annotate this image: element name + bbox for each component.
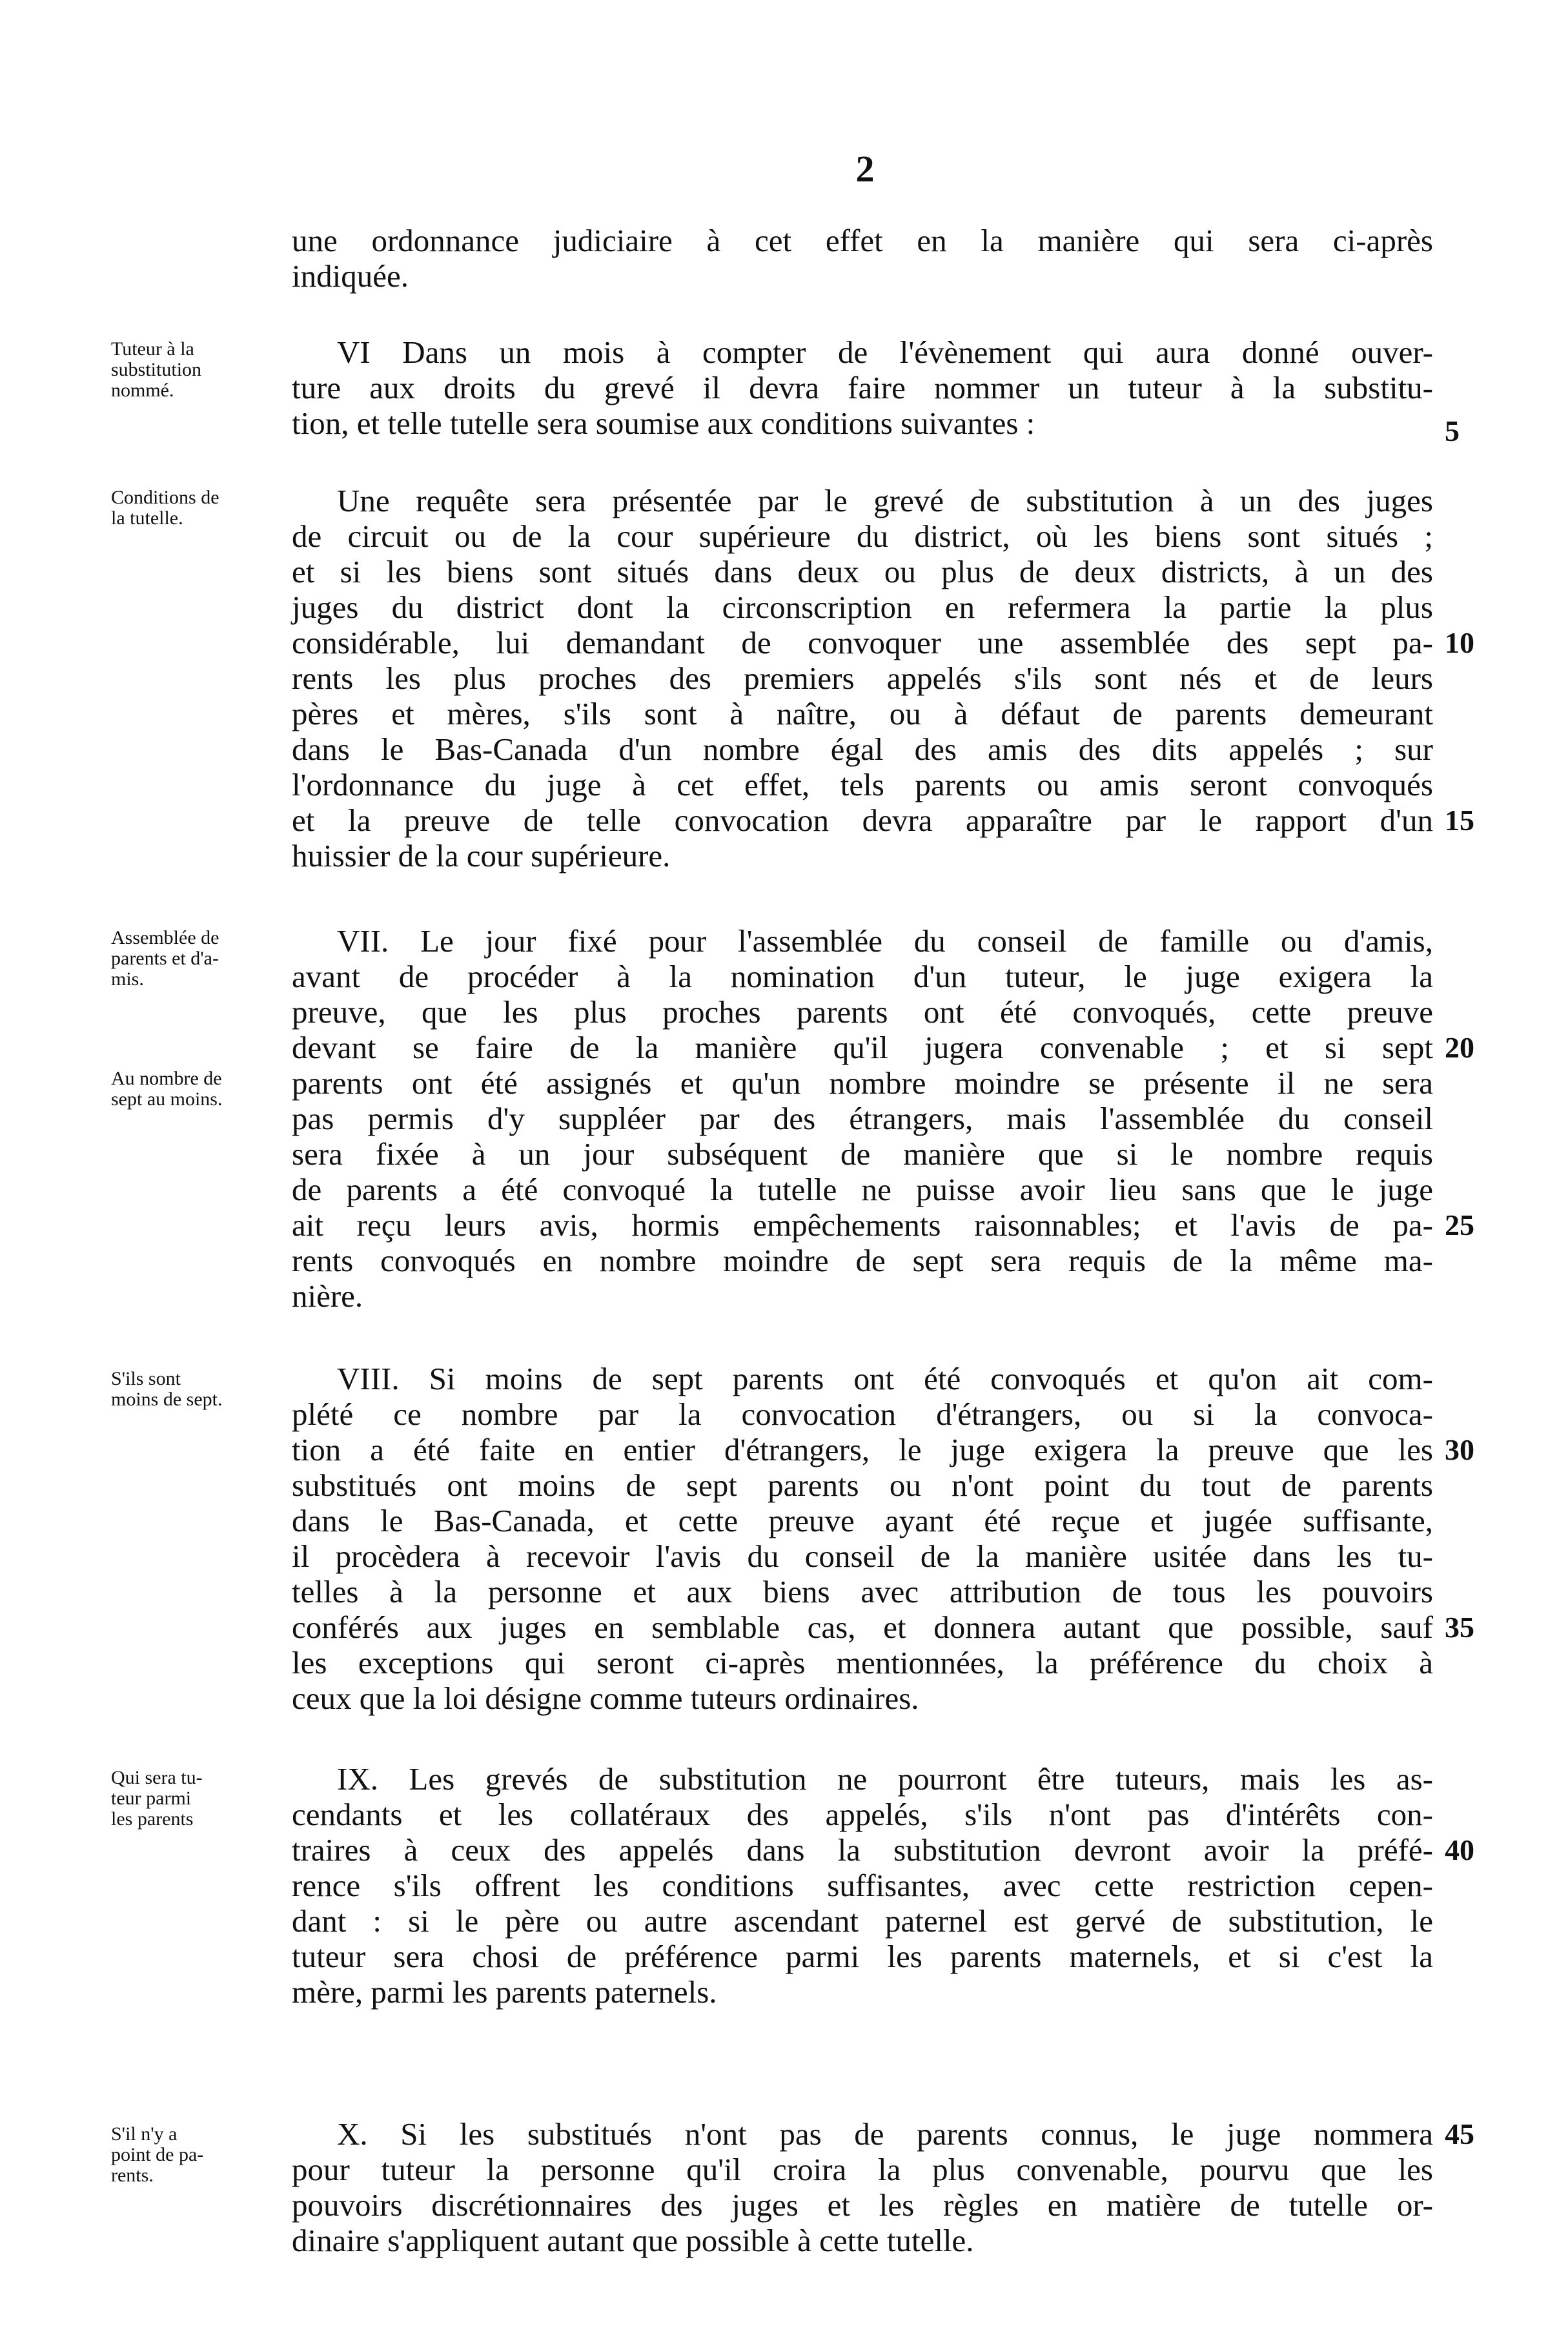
margin-note-moins-de-sept: [111, 1369, 295, 1410]
text-line: il procèdera à recevoir l'avis du conseil de la manière usitée dans les tu-: [292, 1538, 1433, 1574]
text-line: rents convoqués en nombre moindre de sept sera requis de la même ma-: [292, 1243, 1433, 1278]
text-line: VIII. Si moins de sept parents ont été convoqués et qu'on ait com-: [337, 1361, 1433, 1396]
text-line: cendants et les collatéraux des appelés, s'ils n'ont pas d'intérêts con-: [292, 1797, 1433, 1832]
text-line: pères et mères, s'ils sont à naître, ou à défaut de parents demeurant: [292, 696, 1433, 731]
line-number-15: 15: [1445, 804, 1474, 837]
text-line: plété ce nombre par la convocation d'étrangers, ou si la convoca-: [292, 1396, 1433, 1432]
text-line: tion a été faite en entier d'étrangers, le juge exigera la preuve que les: [292, 1432, 1433, 1467]
text-line: juges du district dont la circonscription en refermera la partie la plus: [292, 589, 1433, 625]
margin-note-tuteur: [111, 339, 295, 401]
text-line: sera fixée à un jour subséquent de manière que si le nombre requis: [292, 1136, 1433, 1172]
margin-note-line: nommé.: [111, 380, 174, 401]
margin-note-line: parents et d'a-: [111, 948, 219, 969]
margin-note-point-de-parents: [111, 2124, 295, 2186]
text-line: VII. Le jour fixé pour l'assemblée du conseil de famille ou d'amis,: [337, 923, 1433, 959]
text-line: VI Dans un mois à compter de l'évènement qui aura donné ouver-: [337, 334, 1433, 370]
page-number: 2: [855, 148, 875, 190]
line-number-5: 5: [1445, 414, 1460, 447]
text-line: ceux que la loi désigne comme tuteurs ordinaires.: [292, 1680, 919, 1716]
text-line: dant : si le père ou autre ascendant paternel est gervé de substitution, le: [292, 1903, 1433, 1939]
margin-note-line: rents.: [111, 2165, 154, 2186]
line-number-45: 45: [1445, 2118, 1474, 2150]
article-x: [292, 2116, 1433, 2258]
text-line: pouvoirs discrétionnaires des juges et les règles en matière de tutelle or-: [292, 2187, 1433, 2223]
margin-note-line: Qui sera tu-: [111, 1767, 203, 1788]
text-line: traires à ceux des appelés dans la substitution devront avoir la préfé-: [292, 1832, 1433, 1868]
text-line: et la preuve de telle convocation devra apparaître par le rapport d'un: [292, 802, 1433, 838]
text-line: les exceptions qui seront ci-après mentionnées, la préférence du choix à: [292, 1645, 1433, 1680]
line-number-30: 30: [1445, 1433, 1474, 1466]
text-line: mère, parmi les parents paternels.: [292, 1974, 717, 2010]
intro-paragraph: [292, 223, 1433, 294]
text-line: considérable, lui demandant de convoquer une assemblée des sept pa-: [292, 625, 1433, 660]
text-line: de parents a été convoqué la tutelle ne puisse avoir lieu sans que le juge: [292, 1172, 1433, 1207]
text-line: avant de procéder à la nomination d'un tuteur, le juge exigera la: [292, 959, 1433, 994]
margin-note-line: mis.: [111, 968, 144, 990]
line-number-20: 20: [1445, 1031, 1474, 1064]
margin-note-assemblee: [111, 928, 295, 990]
text-line: telles à la personne et aux biens avec attribution de tous les pouvoirs: [292, 1574, 1433, 1609]
text-line: indiquée.: [292, 258, 409, 294]
margin-note-nombre: [111, 1068, 295, 1110]
text-line: et si les biens sont situés dans deux ou plus de deux districts, à un des: [292, 554, 1433, 589]
margin-note-line: Assemblée de: [111, 927, 219, 948]
text-line: nière.: [292, 1278, 363, 1314]
margin-note-qui-sera-tuteur: [111, 1768, 295, 1830]
text-line: tion, et telle tutelle sera soumise aux conditions suivantes :: [292, 405, 1035, 441]
text-line: preuve, que les plus proches parents ont été convoqués, cette preuve: [292, 994, 1433, 1030]
margin-note-line: S'il n'y a: [111, 2123, 178, 2145]
margin-note-line: les parents: [111, 1808, 194, 1830]
text-line: huissier de la cour supérieure.: [292, 838, 671, 873]
text-line: X. Si les substitués n'ont pas de parents connus, le juge nommera: [337, 2116, 1433, 2152]
margin-note-line: point de pa-: [111, 2144, 204, 2165]
text-line: dinaire s'appliquent autant que possible à cette tutelle.: [292, 2223, 974, 2258]
margin-note-line: substitution: [111, 359, 202, 380]
text-line: devant se faire de la manière qu'il jugera convenable ; et si sept: [292, 1030, 1433, 1065]
line-number-35: 35: [1445, 1611, 1474, 1644]
text-line: ait reçu leurs avis, hormis empêchements raisonnables; et l'avis de pa-: [292, 1207, 1433, 1243]
margin-note-line: S'ils sont: [111, 1368, 181, 1389]
margin-note-line: Au nombre de: [111, 1068, 222, 1089]
text-line: dans le Bas-Canada d'un nombre égal des amis des dits appelés ; sur: [292, 731, 1433, 767]
text-line: pour tuteur la personne qu'il croira la plus convenable, pourvu que les: [292, 2152, 1433, 2187]
margin-note-line: la tutelle.: [111, 507, 183, 529]
margin-note-conditions: [111, 487, 295, 529]
margin-note-line: Tuteur à la: [111, 338, 194, 360]
text-line: pas permis d'y suppléer par des étrangers, mais l'assemblée du conseil: [292, 1101, 1433, 1136]
line-number-10: 10: [1445, 626, 1474, 659]
text-line: rents les plus proches des premiers appelés s'ils sont nés et de leurs: [292, 660, 1433, 696]
article-vii: [292, 923, 1433, 1314]
text-line: IX. Les grevés de substitution ne pourront être tuteurs, mais les as-: [337, 1761, 1433, 1797]
text-line: rence s'ils offrent les conditions suffisantes, avec cette restriction cepen-: [292, 1868, 1433, 1903]
text-line: ture aux droits du grevé il devra faire nommer un tuteur à la substitu-: [292, 370, 1433, 405]
text-line: dans le Bas-Canada, et cette preuve ayant été reçue et jugée suffisante,: [292, 1503, 1433, 1538]
text-line: tuteur sera chosi de préférence parmi les parents maternels, et si c'est la: [292, 1939, 1433, 1974]
margin-note-line: sept au moins.: [111, 1088, 223, 1110]
text-line: parents ont été assignés et qu'un nombre moindre se présente il ne sera: [292, 1065, 1433, 1101]
text-line: substitués ont moins de sept parents ou n'ont point du tout de parents: [292, 1467, 1433, 1503]
article-ix: [292, 1761, 1433, 2010]
line-number-25: 25: [1445, 1209, 1474, 1241]
text-line: une ordonnance judiciaire à cet effet en la manière qui sera ci-après: [292, 223, 1433, 258]
text-line: l'ordonnance du juge à cet effet, tels parents ou amis seront convoqués: [292, 767, 1433, 802]
text-line: de circuit ou de la cour supérieure du district, où les biens sont situés ;: [292, 518, 1433, 554]
line-number-40: 40: [1445, 1833, 1474, 1866]
margin-note-line: teur parmi: [111, 1788, 192, 1809]
article-vi: [292, 334, 1433, 441]
text-line: Une requête sera présentée par le grevé de substitution à un des juges: [337, 483, 1433, 518]
text-line: conférés aux juges en semblable cas, et donnera autant que possible, sauf: [292, 1609, 1433, 1645]
article-viii: [292, 1361, 1433, 1716]
paragraph-conditions: [292, 483, 1433, 873]
margin-note-line: moins de sept.: [111, 1389, 223, 1410]
margin-note-line: Conditions de: [111, 487, 219, 508]
